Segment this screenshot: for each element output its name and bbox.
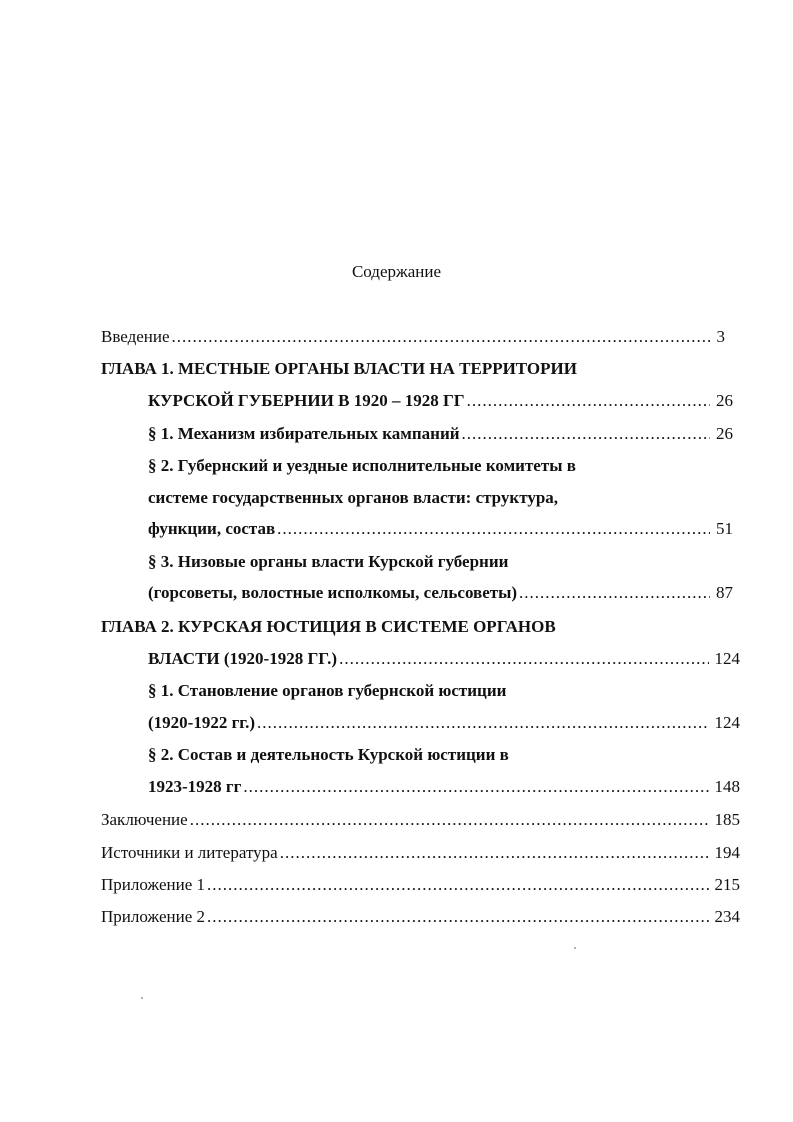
leader-dots — [339, 648, 708, 670]
toc-page-number: 51 — [716, 519, 733, 538]
toc-ch1-section-2-line-2[interactable]: системе государственных органов власти: структура, — [148, 488, 559, 507]
toc-page-number: 185 — [714, 810, 740, 829]
toc-label: 1923-1928 гг — [148, 777, 242, 796]
leader-dots — [207, 874, 709, 896]
toc-page-number: 26 — [716, 391, 733, 410]
toc-entry-chapter-2[interactable] — [148, 648, 740, 670]
toc-label: ВЛАСТИ (1920-1928 ГГ.) — [148, 649, 338, 668]
toc-entry-intro[interactable] — [101, 326, 725, 348]
toc-label: КУРСКОЙ ГУБЕРНИИ В 1920 – 1928 ГГ — [148, 391, 465, 410]
toc-page-number: 26 — [716, 424, 733, 443]
toc-entry-ch1-section-2[interactable] — [148, 518, 733, 540]
toc-label: функции, состав — [148, 519, 276, 538]
leader-dots — [280, 842, 709, 864]
toc-ch1-section-2-line-1[interactable]: § 2. Губернский и уездные исполнительные комитеты в — [148, 456, 576, 475]
toc-page-number: 215 — [714, 875, 740, 894]
toc-chapter-2-heading[interactable]: ГЛАВА 2. КУРСКАЯ ЮСТИЦИЯ В СИСТЕМЕ ОРГАНОВ — [101, 617, 556, 636]
toc-ch2-section-2-line-1[interactable]: § 2. Состав и деятельность Курской юстиции в — [148, 745, 509, 764]
toc-label: Источники и литература — [101, 843, 278, 862]
toc-label: § 1. Механизм избирательных кампаний — [148, 424, 460, 443]
toc-ch2-section-1-line-1[interactable]: § 1. Становление органов губернской юстиции — [148, 681, 507, 700]
toc-entry-sources[interactable] — [101, 842, 740, 864]
scan-speck — [141, 997, 143, 999]
toc-page-number: 124 — [714, 713, 740, 732]
leader-dots — [190, 809, 709, 831]
toc-label: Заключение — [101, 810, 188, 829]
leader-dots — [462, 423, 710, 445]
toc-page-number: 234 — [714, 907, 740, 926]
leader-dots — [257, 712, 708, 734]
toc-label: (1920-1922 гг.) — [148, 713, 256, 732]
toc-page-number: 87 — [716, 583, 733, 602]
toc-chapter-1-heading[interactable]: ГЛАВА 1. МЕСТНЫЕ ОРГАНЫ ВЛАСТИ НА ТЕРРИТОРИИ — [101, 359, 577, 378]
toc-page-number: 3 — [716, 327, 725, 346]
leader-dots — [172, 326, 711, 348]
toc-label: Введение — [101, 327, 170, 346]
toc-entry-ch1-section-3[interactable] — [148, 582, 733, 604]
scan-speck — [574, 947, 576, 949]
toc-label: Приложение 1 — [101, 875, 205, 894]
toc-entry-chapter-1[interactable] — [148, 390, 733, 412]
leader-dots — [519, 582, 710, 604]
page-title: Содержание — [351, 262, 442, 281]
toc-entry-ch2-section-1[interactable] — [148, 712, 740, 734]
toc-ch1-section-3-line-1[interactable]: § 3. Низовые органы власти Курской губернии — [148, 552, 509, 571]
leader-dots — [207, 906, 709, 928]
leader-dots — [243, 776, 708, 798]
toc-entry-ch2-section-2[interactable] — [148, 776, 740, 798]
toc-entry-ch1-section-1[interactable] — [148, 423, 733, 445]
toc-page-number: 194 — [714, 843, 740, 862]
leader-dots — [277, 518, 710, 540]
toc-entry-appendix-1[interactable] — [101, 874, 740, 896]
toc-page-number: 124 — [714, 649, 740, 668]
leader-dots — [467, 390, 710, 412]
toc-page-number: 148 — [714, 777, 740, 796]
toc-label: Приложение 2 — [101, 907, 205, 926]
toc-label: (горсоветы, волостные исполкомы, сельсоветы) — [148, 583, 518, 602]
toc-entry-appendix-2[interactable] — [101, 906, 740, 928]
toc-entry-conclusion[interactable] — [101, 809, 740, 831]
